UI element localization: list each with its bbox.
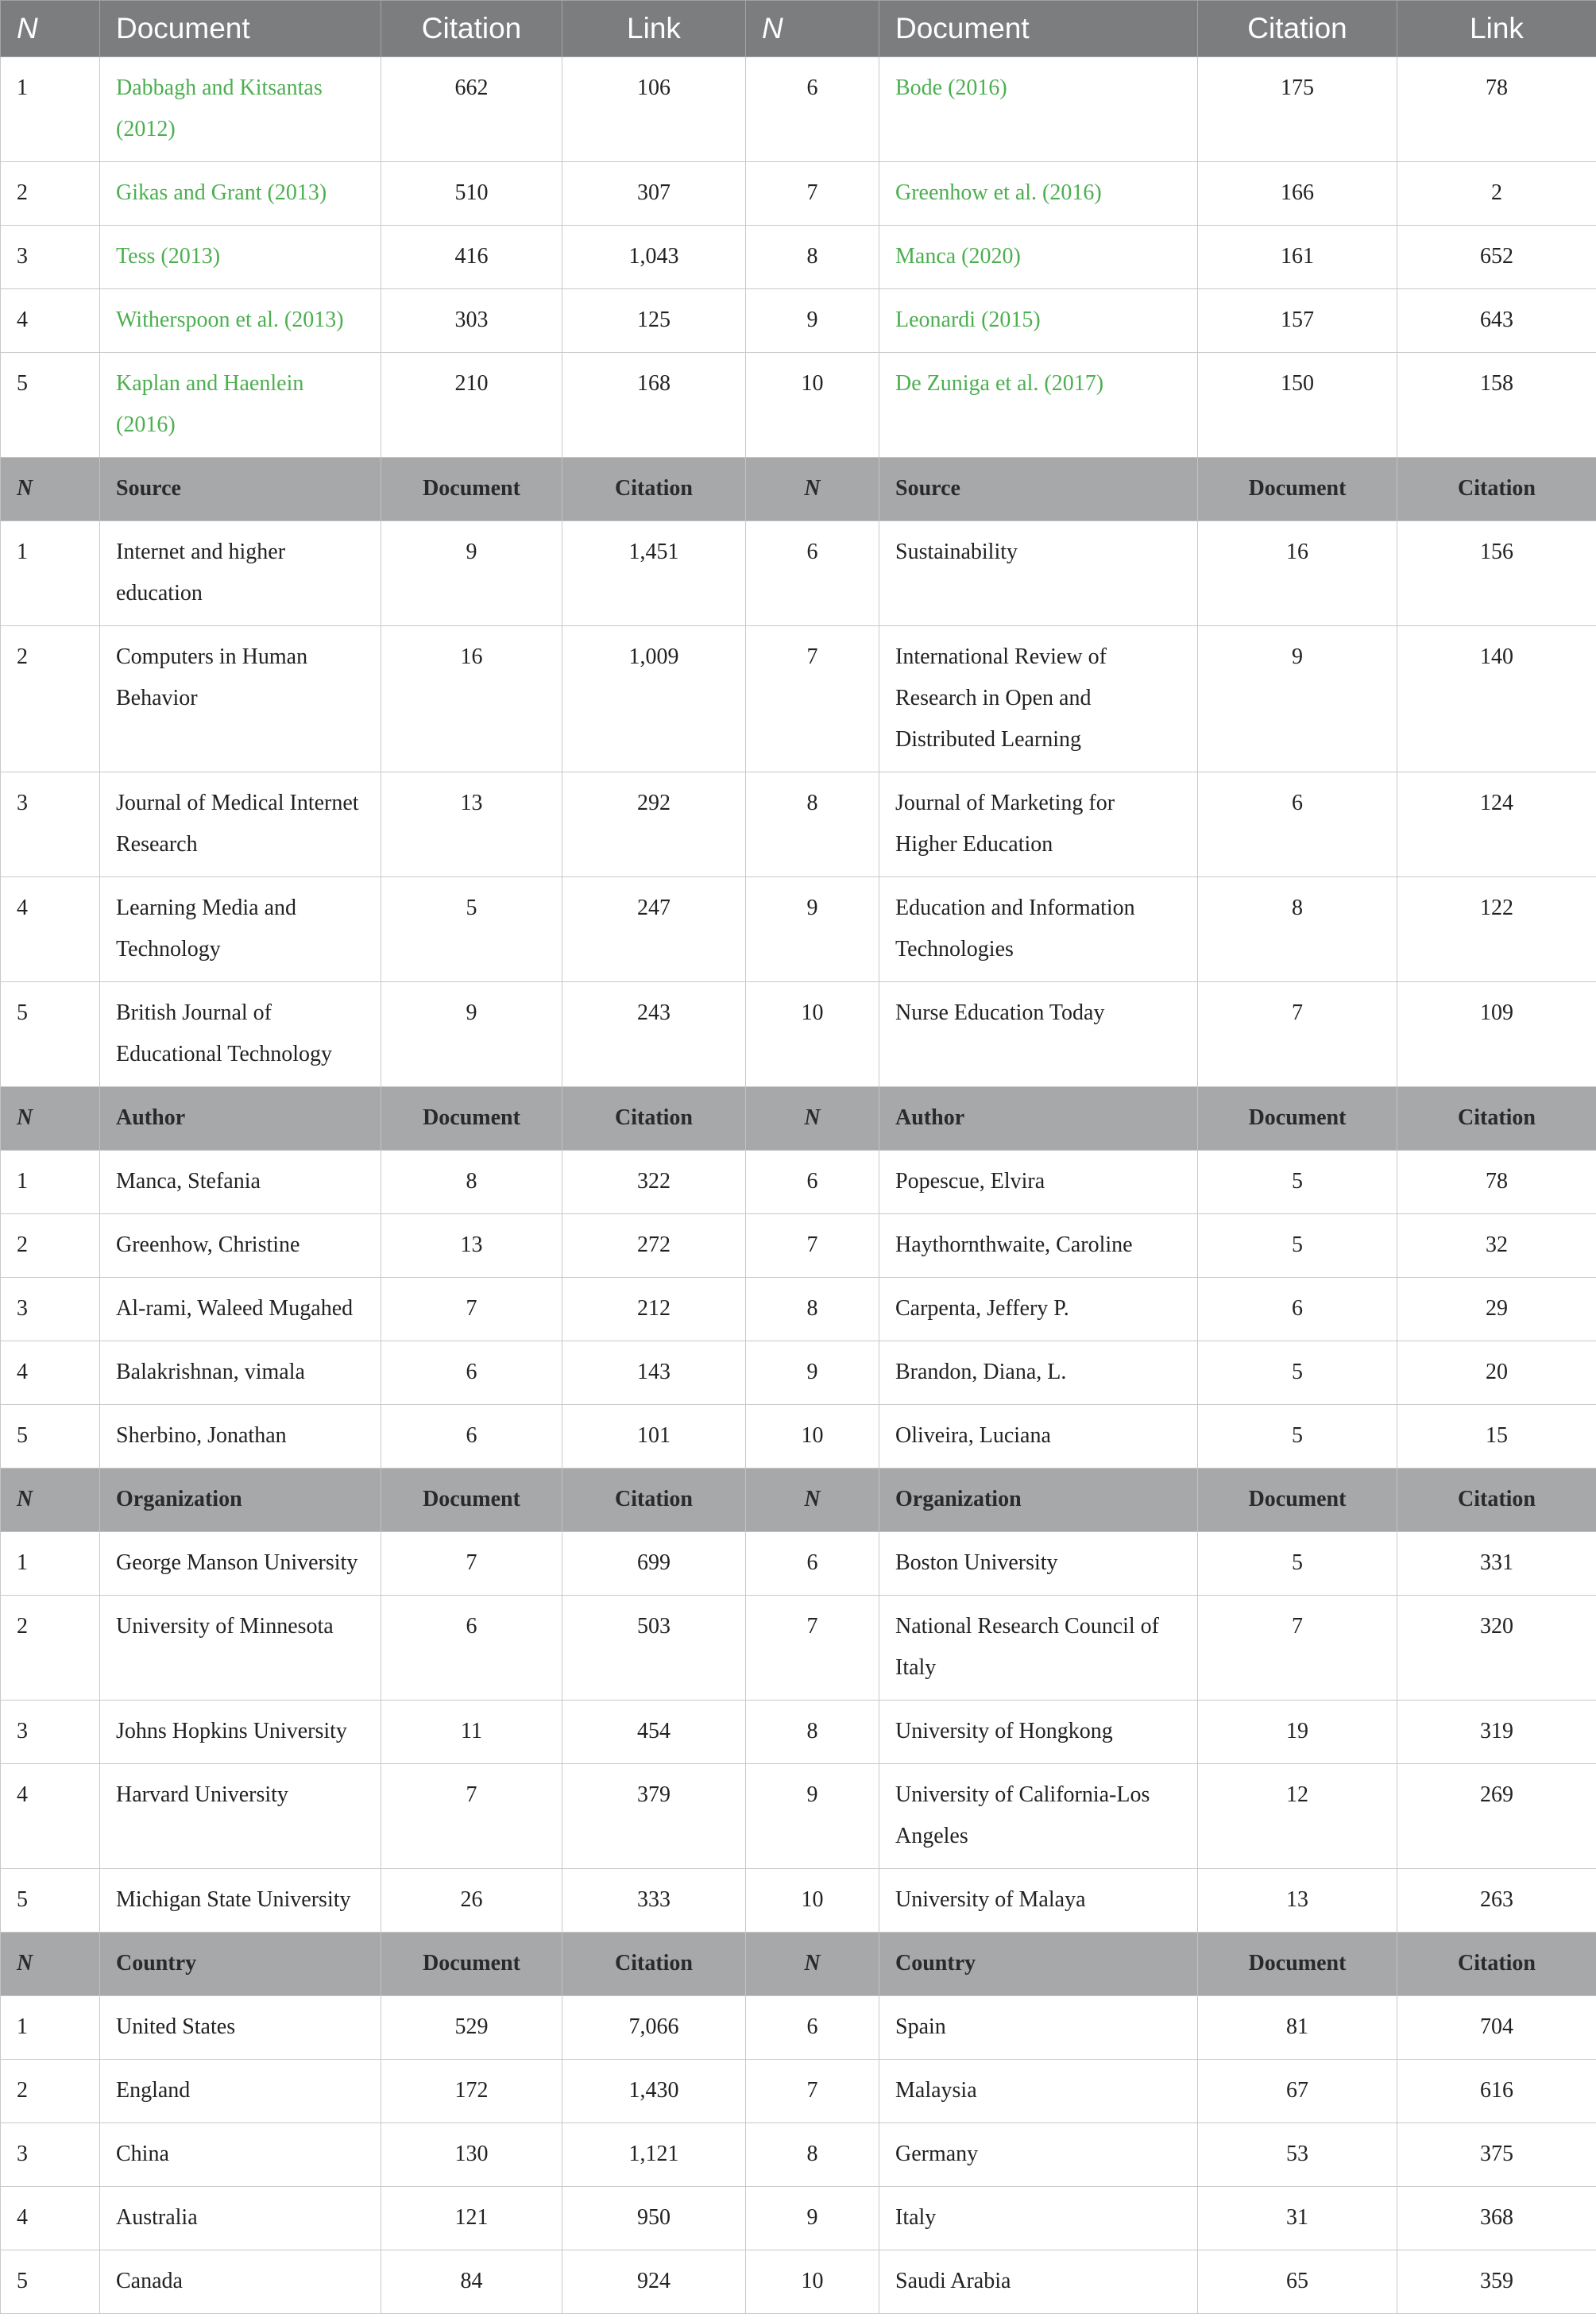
citation-cell: 124 bbox=[1397, 772, 1596, 877]
table-row bbox=[1, 1341, 1596, 1405]
document-count-cell: 7 bbox=[381, 1764, 562, 1869]
organization-name-cell: Boston University bbox=[879, 1532, 1198, 1596]
organization-name-cell: University of Malaya bbox=[879, 1869, 1198, 1933]
document-count-cell: 7 bbox=[381, 1278, 562, 1341]
source-name-cell: Internet and higher education bbox=[100, 521, 381, 626]
document-count-cell: 6 bbox=[1198, 1278, 1397, 1341]
citation-cell: 662 bbox=[381, 57, 562, 162]
link-cell: 78 bbox=[1397, 57, 1596, 162]
citation-cell: 320 bbox=[1397, 1596, 1596, 1701]
table-row bbox=[1, 57, 1596, 162]
citation-cell: 359 bbox=[1397, 2250, 1596, 2314]
citation-cell: 157 bbox=[1198, 289, 1397, 353]
document-count-cell: 19 bbox=[1198, 1701, 1397, 1764]
citation-cell: 166 bbox=[1198, 162, 1397, 226]
source-name-cell: International Review of Research in Open and Distributed Learning bbox=[879, 626, 1198, 772]
row-number: 1 bbox=[1, 57, 100, 162]
organization-name-cell: University of Minnesota bbox=[100, 1596, 381, 1701]
table-row bbox=[1, 2060, 1596, 2123]
author-name-cell: Popescue, Elvira bbox=[879, 1151, 1198, 1214]
citation-cell: 272 bbox=[562, 1214, 746, 1278]
table-row bbox=[1, 2187, 1596, 2250]
document-count-cell: 5 bbox=[381, 877, 562, 982]
document-link[interactable]: Leonardi (2015) bbox=[895, 308, 1041, 332]
row-number: 7 bbox=[746, 1214, 879, 1278]
document-count-cell: 13 bbox=[381, 772, 562, 877]
row-number: 6 bbox=[746, 1532, 879, 1596]
row-number: 9 bbox=[746, 2187, 879, 2250]
section-header-label: Organization bbox=[100, 1468, 381, 1532]
row-number: 10 bbox=[746, 2250, 879, 2314]
document-count-cell: 13 bbox=[381, 1214, 562, 1278]
table-row bbox=[1, 289, 1596, 353]
document-count-cell: 5 bbox=[1198, 1532, 1397, 1596]
section-header-label: Author bbox=[879, 1087, 1198, 1151]
section-header-organization bbox=[1, 1468, 1596, 1532]
document-count-cell: 5 bbox=[1198, 1151, 1397, 1214]
row-number: 1 bbox=[1, 1996, 100, 2060]
row-number: 3 bbox=[1, 226, 100, 289]
header-n: N bbox=[1, 1, 100, 57]
country-name-cell: Italy bbox=[879, 2187, 1198, 2250]
citation-cell: 7,066 bbox=[562, 1996, 746, 2060]
table-row bbox=[1, 626, 1596, 772]
document-count-cell: 8 bbox=[1198, 877, 1397, 982]
citation-cell: 331 bbox=[1397, 1532, 1596, 1596]
section-header-label: Source bbox=[879, 458, 1198, 521]
section-header-country bbox=[1, 1933, 1596, 1996]
citation-cell: 210 bbox=[381, 353, 562, 458]
link-cell: 652 bbox=[1397, 226, 1596, 289]
citation-cell: 263 bbox=[1397, 1869, 1596, 1933]
citation-cell: 322 bbox=[562, 1151, 746, 1214]
section-header-n: N bbox=[746, 1468, 879, 1532]
row-number: 5 bbox=[1, 1405, 100, 1468]
citation-cell: 292 bbox=[562, 772, 746, 877]
row-number: 2 bbox=[1, 1596, 100, 1701]
document-count-cell: 8 bbox=[381, 1151, 562, 1214]
section-header-n: N bbox=[746, 1933, 879, 1996]
document-count-cell: 9 bbox=[381, 521, 562, 626]
row-number: 7 bbox=[746, 1596, 879, 1701]
section-header-n: N bbox=[1, 1087, 100, 1151]
document-link[interactable]: Dabbagh and Kitsantas (2012) bbox=[116, 75, 323, 141]
document-cell bbox=[100, 353, 381, 458]
citation-cell: 156 bbox=[1397, 521, 1596, 626]
document-link[interactable]: Tess (2013) bbox=[116, 244, 220, 269]
citation-cell: 150 bbox=[1198, 353, 1397, 458]
section-header-label: Organization bbox=[879, 1468, 1198, 1532]
row-number: 2 bbox=[1, 1214, 100, 1278]
table-row bbox=[1, 1764, 1596, 1869]
citation-cell: 379 bbox=[562, 1764, 746, 1869]
table-row bbox=[1, 1405, 1596, 1468]
author-name-cell: Oliveira, Luciana bbox=[879, 1405, 1198, 1468]
row-number: 3 bbox=[1, 772, 100, 877]
section-header-label: Source bbox=[100, 458, 381, 521]
document-count-cell: 7 bbox=[1198, 1596, 1397, 1701]
table-row bbox=[1, 2250, 1596, 2314]
citation-cell: 29 bbox=[1397, 1278, 1596, 1341]
document-count-cell: 31 bbox=[1198, 2187, 1397, 2250]
citation-cell: 15 bbox=[1397, 1405, 1596, 1468]
citation-cell: 704 bbox=[1397, 1996, 1596, 2060]
row-number: 10 bbox=[746, 1869, 879, 1933]
document-count-cell: 81 bbox=[1198, 1996, 1397, 2060]
row-number: 8 bbox=[746, 226, 879, 289]
link-cell: 1,043 bbox=[562, 226, 746, 289]
link-cell: 643 bbox=[1397, 289, 1596, 353]
row-number: 1 bbox=[1, 1532, 100, 1596]
document-link[interactable]: Gikas and Grant (2013) bbox=[116, 180, 327, 205]
citation-cell: 454 bbox=[562, 1701, 746, 1764]
document-count-cell: 9 bbox=[1198, 626, 1397, 772]
row-number: 6 bbox=[746, 1151, 879, 1214]
section-header-citation: Citation bbox=[562, 1087, 746, 1151]
document-link[interactable]: Bode (2016) bbox=[895, 75, 1007, 100]
section-header-document: Document bbox=[1198, 1933, 1397, 1996]
citation-cell: 699 bbox=[562, 1532, 746, 1596]
citation-cell: 101 bbox=[562, 1405, 746, 1468]
citation-cell: 319 bbox=[1397, 1701, 1596, 1764]
row-number: 10 bbox=[746, 1405, 879, 1468]
organization-name-cell: Johns Hopkins University bbox=[100, 1701, 381, 1764]
row-number: 2 bbox=[1, 2060, 100, 2123]
document-cell bbox=[100, 162, 381, 226]
section-header-document: Document bbox=[381, 1468, 562, 1532]
link-cell: 307 bbox=[562, 162, 746, 226]
row-number: 9 bbox=[746, 289, 879, 353]
author-name-cell: Manca, Stefania bbox=[100, 1151, 381, 1214]
country-name-cell: Germany bbox=[879, 2123, 1198, 2187]
table-row bbox=[1, 2123, 1596, 2187]
section-header-citation: Citation bbox=[562, 1933, 746, 1996]
table-row bbox=[1, 877, 1596, 982]
author-name-cell: Greenhow, Christine bbox=[100, 1214, 381, 1278]
author-name-cell: Sherbino, Jonathan bbox=[100, 1405, 381, 1468]
row-number: 6 bbox=[746, 1996, 879, 2060]
header-citation: Citation bbox=[381, 1, 562, 57]
citation-cell: 78 bbox=[1397, 1151, 1596, 1214]
document-count-cell: 16 bbox=[1198, 521, 1397, 626]
document-count-cell: 5 bbox=[1198, 1214, 1397, 1278]
section-header-citation: Citation bbox=[562, 458, 746, 521]
citation-cell: 416 bbox=[381, 226, 562, 289]
row-number: 4 bbox=[1, 1341, 100, 1405]
document-count-cell: 6 bbox=[381, 1341, 562, 1405]
citation-cell: 140 bbox=[1397, 626, 1596, 772]
row-number: 10 bbox=[746, 353, 879, 458]
section-header-document: Document bbox=[381, 1933, 562, 1996]
organization-name-cell: George Manson University bbox=[100, 1532, 381, 1596]
table-row bbox=[1, 226, 1596, 289]
row-number: 1 bbox=[1, 521, 100, 626]
section-header-document: Document bbox=[1198, 458, 1397, 521]
document-link[interactable]: Manca (2020) bbox=[895, 244, 1021, 269]
document-count-cell: 130 bbox=[381, 2123, 562, 2187]
row-number: 5 bbox=[1, 353, 100, 458]
row-number: 9 bbox=[746, 1341, 879, 1405]
header-citation: Citation bbox=[1198, 1, 1397, 57]
document-count-cell: 6 bbox=[381, 1405, 562, 1468]
section-header-label: Country bbox=[879, 1933, 1198, 1996]
document-link[interactable]: Witherspoon et al. (2013) bbox=[116, 308, 344, 332]
row-number: 9 bbox=[746, 1764, 879, 1869]
link-cell: 2 bbox=[1397, 162, 1596, 226]
country-name-cell: Canada bbox=[100, 2250, 381, 2314]
document-cell bbox=[879, 57, 1198, 162]
country-name-cell: United States bbox=[100, 1996, 381, 2060]
row-number: 7 bbox=[746, 2060, 879, 2123]
document-cell bbox=[879, 226, 1198, 289]
document-count-cell: 7 bbox=[1198, 982, 1397, 1087]
citation-cell: 375 bbox=[1397, 2123, 1596, 2187]
section-header-label: Author bbox=[100, 1087, 381, 1151]
document-link[interactable]: Greenhow et al. (2016) bbox=[895, 180, 1102, 205]
row-number: 6 bbox=[746, 521, 879, 626]
citation-cell: 1,009 bbox=[562, 626, 746, 772]
document-count-cell: 6 bbox=[381, 1596, 562, 1701]
document-link[interactable]: Kaplan and Haenlein (2016) bbox=[116, 371, 303, 437]
citation-cell: 503 bbox=[562, 1596, 746, 1701]
citation-cell: 161 bbox=[1198, 226, 1397, 289]
document-count-cell: 9 bbox=[381, 982, 562, 1087]
document-cell bbox=[100, 57, 381, 162]
section-header-document: Document bbox=[1198, 1468, 1397, 1532]
document-count-cell: 172 bbox=[381, 2060, 562, 2123]
row-number: 5 bbox=[1, 2250, 100, 2314]
row-number: 5 bbox=[1, 1869, 100, 1933]
document-count-cell: 53 bbox=[1198, 2123, 1397, 2187]
document-cell bbox=[879, 289, 1198, 353]
section-header-citation: Citation bbox=[1397, 1468, 1596, 1532]
citation-cell: 212 bbox=[562, 1278, 746, 1341]
section-header-n: N bbox=[1, 1468, 100, 1532]
row-number: 4 bbox=[1, 2187, 100, 2250]
header-link: Link bbox=[562, 1, 746, 57]
author-name-cell: Balakrishnan, vimala bbox=[100, 1341, 381, 1405]
row-number: 3 bbox=[1, 2123, 100, 2187]
citation-cell: 924 bbox=[562, 2250, 746, 2314]
link-cell: 158 bbox=[1397, 353, 1596, 458]
document-count-cell: 65 bbox=[1198, 2250, 1397, 2314]
source-name-cell: Sustainability bbox=[879, 521, 1198, 626]
row-number: 6 bbox=[746, 57, 879, 162]
country-name-cell: England bbox=[100, 2060, 381, 2123]
table-row bbox=[1, 1869, 1596, 1933]
organization-name-cell: University of Hongkong bbox=[879, 1701, 1198, 1764]
section-header-citation: Citation bbox=[562, 1468, 746, 1532]
row-number: 2 bbox=[1, 626, 100, 772]
section-header-document: Document bbox=[1198, 1087, 1397, 1151]
section-header-document: Document bbox=[381, 1087, 562, 1151]
source-name-cell: Nurse Education Today bbox=[879, 982, 1198, 1087]
organization-name-cell: National Research Council of Italy bbox=[879, 1596, 1198, 1701]
table-row bbox=[1, 1151, 1596, 1214]
section-header-label: Country bbox=[100, 1933, 381, 1996]
table-row bbox=[1, 1701, 1596, 1764]
section-header-source bbox=[1, 458, 1596, 521]
citation-cell: 1,121 bbox=[562, 2123, 746, 2187]
header-document: Document bbox=[100, 1, 381, 57]
document-count-cell: 16 bbox=[381, 626, 562, 772]
source-name-cell: Computers in Human Behavior bbox=[100, 626, 381, 772]
section-header-n: N bbox=[746, 458, 879, 521]
section-header-n: N bbox=[1, 1933, 100, 1996]
row-number: 4 bbox=[1, 877, 100, 982]
header-link: Link bbox=[1397, 1, 1596, 57]
table-row bbox=[1, 982, 1596, 1087]
section-header-citation: Citation bbox=[1397, 1087, 1596, 1151]
document-count-cell: 12 bbox=[1198, 1764, 1397, 1869]
source-name-cell: British Journal of Educational Technology bbox=[100, 982, 381, 1087]
citation-cell: 243 bbox=[562, 982, 746, 1087]
document-count-cell: 529 bbox=[381, 1996, 562, 2060]
citation-cell: 109 bbox=[1397, 982, 1596, 1087]
table-row bbox=[1, 1596, 1596, 1701]
link-cell: 106 bbox=[562, 57, 746, 162]
document-count-cell: 26 bbox=[381, 1869, 562, 1933]
document-count-cell: 13 bbox=[1198, 1869, 1397, 1933]
row-number: 8 bbox=[746, 2123, 879, 2187]
citation-cell: 333 bbox=[562, 1869, 746, 1933]
table-row bbox=[1, 353, 1596, 458]
row-number: 1 bbox=[1, 1151, 100, 1214]
citation-cell: 269 bbox=[1397, 1764, 1596, 1869]
row-number: 9 bbox=[746, 877, 879, 982]
row-number: 3 bbox=[1, 1278, 100, 1341]
link-cell: 168 bbox=[562, 353, 746, 458]
document-cell bbox=[879, 353, 1198, 458]
citation-cell: 1,430 bbox=[562, 2060, 746, 2123]
citation-cell: 20 bbox=[1397, 1341, 1596, 1405]
document-count-cell: 7 bbox=[381, 1532, 562, 1596]
table-row bbox=[1, 1996, 1596, 2060]
table-row bbox=[1, 1532, 1596, 1596]
citation-cell: 122 bbox=[1397, 877, 1596, 982]
table-row bbox=[1, 1278, 1596, 1341]
document-count-cell: 11 bbox=[381, 1701, 562, 1764]
row-number: 5 bbox=[1, 982, 100, 1087]
table-row bbox=[1, 521, 1596, 626]
table-body bbox=[1, 57, 1596, 2314]
organization-name-cell: Harvard University bbox=[100, 1764, 381, 1869]
document-count-cell: 5 bbox=[1198, 1341, 1397, 1405]
citation-cell: 175 bbox=[1198, 57, 1397, 162]
country-name-cell: Saudi Arabia bbox=[879, 2250, 1198, 2314]
table-row bbox=[1, 1214, 1596, 1278]
section-header-n: N bbox=[746, 1087, 879, 1151]
row-number: 7 bbox=[746, 162, 879, 226]
organization-name-cell: Michigan State University bbox=[100, 1869, 381, 1933]
document-cell bbox=[100, 289, 381, 353]
document-count-cell: 121 bbox=[381, 2187, 562, 2250]
source-name-cell: Journal of Marketing for Higher Education bbox=[879, 772, 1198, 877]
country-name-cell: Australia bbox=[100, 2187, 381, 2250]
table-row bbox=[1, 162, 1596, 226]
row-number: 2 bbox=[1, 162, 100, 226]
table-header-row bbox=[1, 1, 1596, 57]
citation-cell: 616 bbox=[1397, 2060, 1596, 2123]
source-name-cell: Journal of Medical Internet Research bbox=[100, 772, 381, 877]
author-name-cell: Haythornthwaite, Caroline bbox=[879, 1214, 1198, 1278]
citation-cell: 1,451 bbox=[562, 521, 746, 626]
section-header-author bbox=[1, 1087, 1596, 1151]
document-count-cell: 67 bbox=[1198, 2060, 1397, 2123]
section-header-n: N bbox=[1, 458, 100, 521]
link-cell: 125 bbox=[562, 289, 746, 353]
document-count-cell: 84 bbox=[381, 2250, 562, 2314]
row-number: 7 bbox=[746, 626, 879, 772]
country-name-cell: Spain bbox=[879, 1996, 1198, 2060]
author-name-cell: Al-rami, Waleed Mugahed bbox=[100, 1278, 381, 1341]
row-number: 3 bbox=[1, 1701, 100, 1764]
source-name-cell: Education and Information Technologies bbox=[879, 877, 1198, 982]
header-n: N bbox=[746, 1, 879, 57]
document-cell bbox=[879, 162, 1198, 226]
country-name-cell: China bbox=[100, 2123, 381, 2187]
citation-cell: 510 bbox=[381, 162, 562, 226]
organization-name-cell: University of California-Los Angeles bbox=[879, 1764, 1198, 1869]
section-header-citation: Citation bbox=[1397, 1933, 1596, 1996]
country-name-cell: Malaysia bbox=[879, 2060, 1198, 2123]
row-number: 8 bbox=[746, 1278, 879, 1341]
row-number: 8 bbox=[746, 772, 879, 877]
source-name-cell: Learning Media and Technology bbox=[100, 877, 381, 982]
header-document: Document bbox=[879, 1, 1198, 57]
document-count-cell: 6 bbox=[1198, 772, 1397, 877]
table-row bbox=[1, 772, 1596, 877]
citation-cell: 950 bbox=[562, 2187, 746, 2250]
citation-cell: 303 bbox=[381, 289, 562, 353]
author-name-cell: Carpenta, Jeffery P. bbox=[879, 1278, 1198, 1341]
citation-cell: 32 bbox=[1397, 1214, 1596, 1278]
citation-cell: 368 bbox=[1397, 2187, 1596, 2250]
citation-cell: 143 bbox=[562, 1341, 746, 1405]
section-header-citation: Citation bbox=[1397, 458, 1596, 521]
row-number: 10 bbox=[746, 982, 879, 1087]
document-cell bbox=[100, 226, 381, 289]
row-number: 4 bbox=[1, 1764, 100, 1869]
row-number: 4 bbox=[1, 289, 100, 353]
document-count-cell: 5 bbox=[1198, 1405, 1397, 1468]
author-name-cell: Brandon, Diana, L. bbox=[879, 1341, 1198, 1405]
section-header-document: Document bbox=[381, 458, 562, 521]
citation-cell: 247 bbox=[562, 877, 746, 982]
row-number: 8 bbox=[746, 1701, 879, 1764]
document-link[interactable]: De Zuniga et al. (2017) bbox=[895, 371, 1103, 396]
